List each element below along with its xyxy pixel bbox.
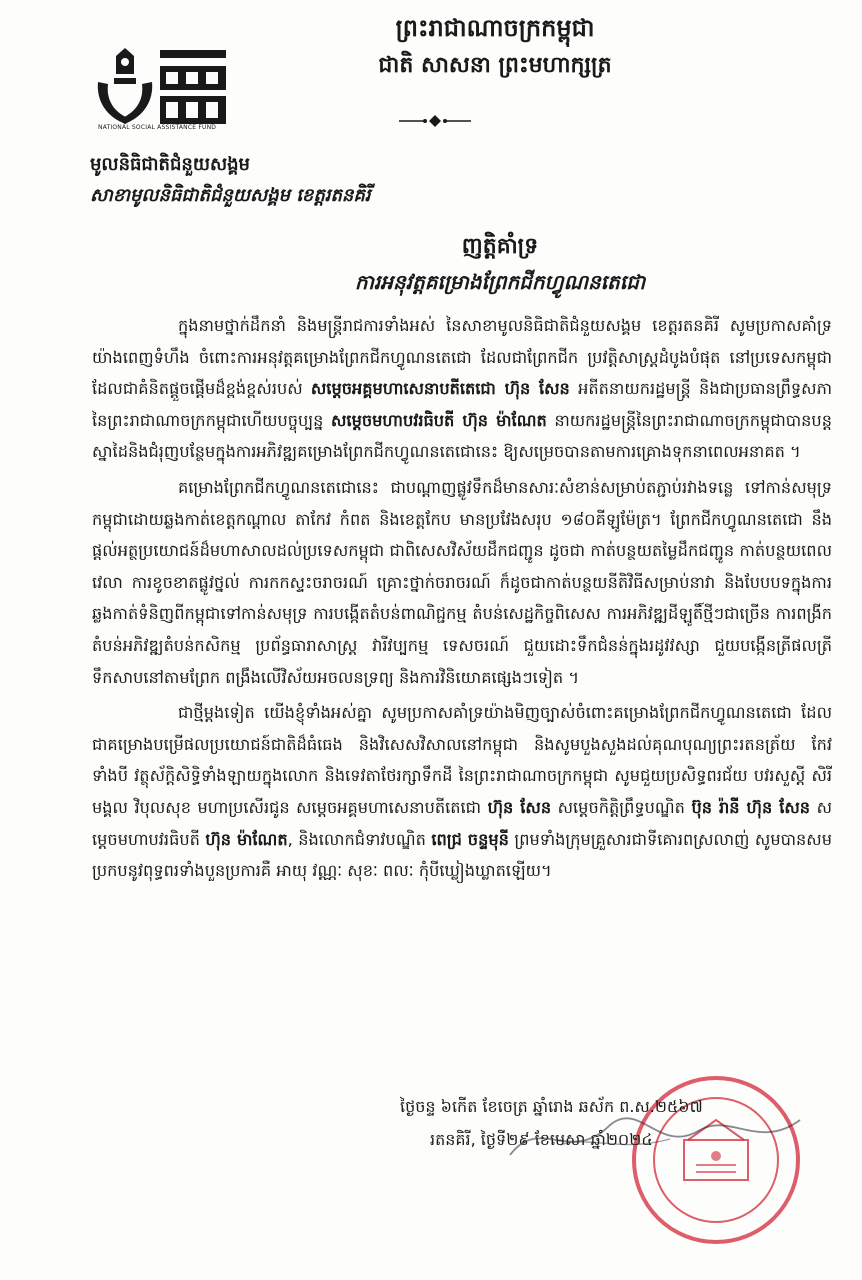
nsaf-logo xyxy=(94,44,234,136)
title-line2: ការអនុវត្តគម្រោងព្រែកជីកហ្វូណនតេជោ xyxy=(354,270,646,294)
signature xyxy=(500,1095,830,1175)
document-body xyxy=(92,310,832,891)
title-line1: ញត្តិគាំទ្រ xyxy=(461,234,539,259)
logo-caption: NATIONAL SOCIAL ASSISTANCE FUND xyxy=(98,124,217,131)
document-title xyxy=(250,228,750,298)
paragraph-1: ក្នុងនាមថ្នាក់ដឹកនាំ និងមន្ត្រីរាជការទាំងអស់ នៃសាខាមូលនិធិជាតិជំនួយសង្គម ខេត្តរតនគិរី សូមប្រកាសគាំទ្រយ៉ាងពេញទំហឹង ចំពោះការអនុវត្តគម្រោងព្រែកជីកហ្វូណនតេជោ ដែលជាព្រែកជីក ប្រវត្តិសាស្ត្រដំបូងបំផុត នៅប្រទេសកម្ពុជា ដែលជាគំនិតផ្តួចផ្តើមដ៏ខ្ពង់ខ្ពស់របស់ សម្តេចអគ្គមហាសេនាបតីតេជោ ហ៊ុន សែន អតីតនាយករដ្ឋមន្ត្រី និងជាប្រធានព្រឹទ្ធសភា នៃព្រះរាជាណាចក្រកម្ពុជាហើយបច្ចុប្បន្ន សម្តេចមហាបវរធិបតី ហ៊ុន ម៉ាណែត នាយករដ្ឋមន្ត្រីនៃព្រះរាជាណាចក្រកម្ពុជាបានបន្តស្នាដៃនិងជំរុញបន្ថែមក្នុងការអភិវឌ្ឍគម្រោងព្រែកជីកហ្វូណនតេជោនេះ ឱ្យសម្រេចបានតាមការគ្រោងទុកនាពេលអនាគត ។ xyxy=(92,316,832,462)
lunar-date: ថ្ងៃចន្ទ ៦កើត ខែចេត្រ ឆ្នាំរោង ឆស័ក ព.ស.២៥៦៧ xyxy=(400,1097,703,1116)
kingdom-heading xyxy=(250,8,740,84)
organization-block xyxy=(90,150,790,212)
ornament-divider xyxy=(395,114,475,128)
solar-date: រតនគិរី, ថ្ងៃទី២៩ ខែមេសា ឆ្នាំ២០២៤ xyxy=(430,1130,653,1149)
kingdom-line2: ជាតិ សាសនា ព្រះមហាក្សត្រ xyxy=(378,53,612,78)
paragraph-3: ជាថ្មីម្តងទៀត យើងខ្ញុំទាំងអស់គ្នា សូមប្រកាសគាំទ្រយ៉ាងមិញច្បាស់ចំពោះគម្រោងព្រែកជីកហ្វូណនតេជោ ដែលជាគម្រោងបម្រើផលប្រយោជន៍ជាតិដ៏ធំធេង និងវិសេសវិសាលនៅកម្ពុជា និងសូមបួងសួងដល់គុណបុណ្យព្រះរតនត្រ័យ កែវទាំងបី វត្ថុស័ក្តិសិទ្ធិទាំងឡាយក្នុងលោក និងទេវតាថែរក្សាទឹកដី នៃព្រះរាជាណាចក្រកម្ពុជា សូមជួយប្រសិទ្ធពរជ័យ បវរសួស្តី សិរីមង្គល វិបុលសុខ មហាប្រសើរជូន សម្តេចអគ្គមហាសេនាបតីតេជោ ហ៊ុន សែន សម្តេចកិត្តិព្រឹទ្ធបណ្ឌិត ប៊ុន រ៉ានី ហ៊ុន សែន សម្តេចមហាបវរធិបតី ហ៊ុន ម៉ាណែត, និងលោកជំទាវបណ្ឌិត ពេជ្រ ចន្ទមុនី ព្រមទាំងក្រុមគ្រួសារជាទីគោរពស្រលាញ់ សូមបានសមប្រកបនូវពុទ្ធពរទាំងបួនប្រការគឺ អាយុ វណ្ណៈ សុខៈ ពលៈ កុំបីឃ្លៀងឃ្លាតឡើយ។ xyxy=(92,703,832,881)
paragraph-2: គម្រោងព្រែកជីកហ្វូណនតេជោនេះ ជាបណ្តាញផ្លូវទឹកដ៏មានសារៈសំខាន់សម្រាប់តភ្ជាប់រវាងទន្លេ ទៅកាន់សមុទ្រកម្ពុជាដោយឆ្លងកាត់ខេត្តកណ្តាល តាកែវ កំពត និងខេត្តកែប មានប្រវែងសរុប ១៨០គីឡូម៉ែត្រ។ ព្រែកជីកហ្វូណនតេជោ នឹងផ្តល់អត្ថប្រយោជន៍ដ៏មហាសាលដល់ប្រទេសកម្ពុជា ជាពិសេសវិស័យដឹកជញ្ជូន ដូចជា កាត់បន្ថយតម្លៃដឹកជញ្ជូន កាត់បន្ថយពេលវេលា ការខូចខាតផ្លូវថ្នល់ ការកកស្ទះចរាចរណ៍ គ្រោះថ្នាក់ចរាចរណ៍ ក៏ដូចជាកាត់បន្ថយនីតិវិធីសម្រាប់នាវា និងបែបបទក្នុងការឆ្លងកាត់ទំនិញពីកម្ពុជាទៅកាន់សមុទ្រ ការបង្កើតតំបន់ពាណិជ្ជកម្ម តំបន់សេដ្ឋកិច្ចពិសេស ការអភិវឌ្ឍដីឡូតិ៍ថ្មីៗជាច្រើន ការពង្រីកតំបន់អភិវឌ្ឍតំបន់កសិកម្ម ប្រព័ន្ធធារាសាស្ត្រ វារីវប្បកម្ម ទេសចរណ៍ ជួយដោះទឹកជំនន់ក្នុងរដូវវស្សា ជួយបង្កើនត្រីផលត្រីទឹកសាបនៅតាមព្រែក ពង្រឹងលើវិស័យអចលនទ្រព្យ និងការវិនិយោគផ្សេងៗទៀត ។ xyxy=(92,477,832,687)
org-name: មូលនិធិជាតិជំនួយសង្គម xyxy=(90,154,250,175)
kingdom-line1: ព្រះរាជាណាចក្រកម្ពុជា xyxy=(395,14,595,42)
org-branch: សាខាមូលនិធិជាតិជំនួយសង្គម ខេត្តរតនគិរី xyxy=(90,185,371,206)
